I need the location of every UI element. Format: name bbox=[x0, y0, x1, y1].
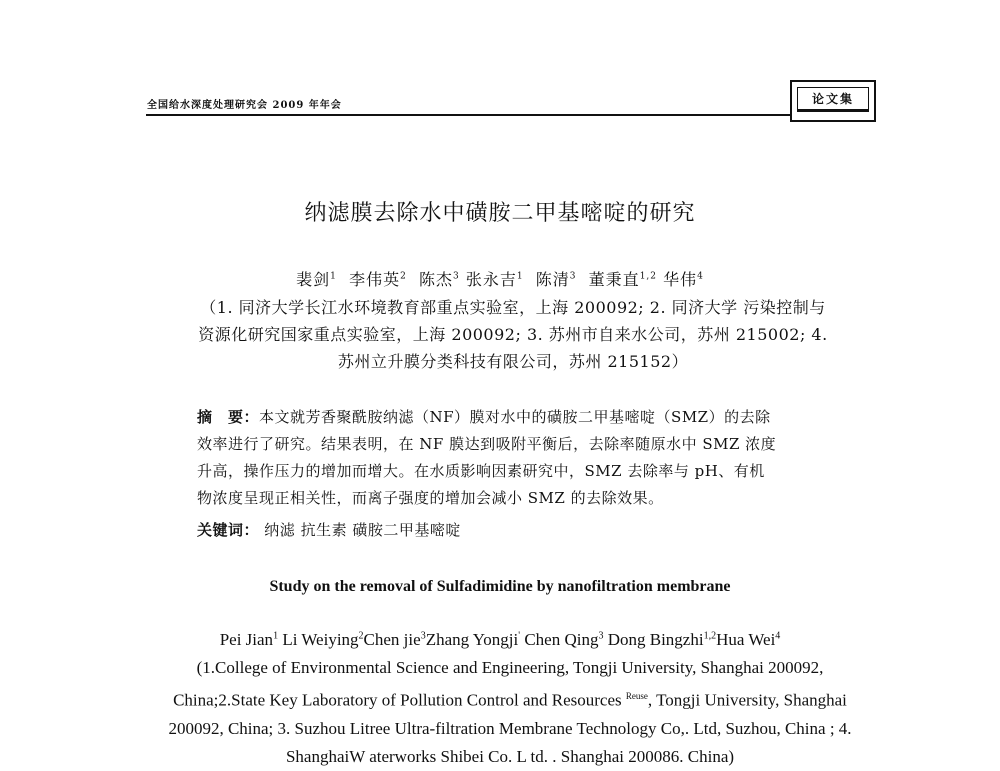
affiliation-line: （1. 同济大学长江水环境教育部重点实验室，上海 200092; 2. 同济大学 污染控制与 bbox=[200, 298, 826, 317]
abstract-line: 升高，操作压力的增加而增大。在水质影响因素研究中，SMZ 去除率与 pH、有机 bbox=[197, 462, 765, 480]
proceedings-badge bbox=[790, 80, 876, 122]
author-cn: 陈清$^3$ bbox=[535, 270, 577, 289]
affiliation-line: (1.College of Environmental Science and Engineering, Tongji University, Shanghai 200092, bbox=[196, 658, 824, 677]
author-cn: 华伟$^4$ bbox=[663, 270, 704, 289]
author-en: Li Weiying$^2$ bbox=[282, 630, 364, 649]
abstract-line: 摘 要：本文就芳香聚酰胺纳滤（NF）膜对水中的磺胺二甲基嘧啶（SMZ）的去除 bbox=[197, 408, 771, 426]
keywords-cn bbox=[197, 519, 461, 540]
author-en: Hua Wei$^4$ bbox=[716, 630, 781, 649]
keywords-label: 关键词： bbox=[197, 521, 260, 539]
author-cn: 张永吉$^1$ bbox=[465, 270, 524, 289]
paper-title-cn: 纳滤膜去除水中磺胺二甲基嘧啶的研究 bbox=[304, 201, 696, 226]
keywords-text: 纳滤 抗生素 磺胺二甲基嘧啶 bbox=[264, 521, 461, 539]
abstract-line: 效率进行了研究。结果表明，在 NF 膜达到吸附平衡后，去除率随原水中 SMZ 浓度 bbox=[197, 435, 777, 453]
author-en: Zhang Yongji' bbox=[425, 630, 521, 649]
affiliation-line: China;2.State Key Laboratory of Pollution Control and Resources $^{Reuse}$, Tongji University, Shanghai bbox=[173, 690, 847, 710]
author-en: Chen jie$^3$ bbox=[363, 630, 426, 649]
affiliation-line: 资源化研究国家重点实验室，上海 200092; 3. 苏州市自来水公司，苏州 215002; 4. bbox=[198, 325, 828, 344]
affiliations-en bbox=[130, 654, 890, 771]
author-cn: 董秉直$^{1,2}$ bbox=[588, 270, 658, 289]
author-cn: 裴剑$^1$ bbox=[296, 270, 337, 289]
abstract-label: 摘 要： bbox=[197, 408, 260, 426]
affiliation-line: 200092, China; 3. Suzhou Litree Ultra-filtration Membrane Technology Co,. Ltd, Suzhou, China ; 4. bbox=[168, 718, 852, 738]
affiliation-line: ShanghaiW aterworks Shibei Co. L td. . Shanghai 200086. China) bbox=[285, 746, 735, 766]
author-cn: 李伟英$^2$ bbox=[349, 270, 407, 289]
author-cn: 陈杰$^3$ bbox=[418, 270, 460, 289]
author-en: Chen Qing$^3$ bbox=[524, 630, 604, 649]
author-en: Pei Jian$^1$ bbox=[219, 630, 279, 649]
journal-header: 全国给水深度处理研究会 2009 年年会 bbox=[147, 100, 342, 111]
paper-title-en: Study on the removal of Sulfadimidine by nanofiltration membrane bbox=[269, 578, 731, 595]
authors-cn bbox=[0, 267, 1000, 290]
author-en: Dong Bingzhi$^{1,2}$ bbox=[607, 630, 717, 649]
header-rule bbox=[146, 114, 874, 116]
affiliation-line: 苏州立升膜分类科技有限公司，苏州 215152） bbox=[337, 352, 689, 371]
authors-en bbox=[0, 630, 1000, 650]
abstract-cn bbox=[197, 404, 837, 512]
affiliations-cn bbox=[148, 294, 878, 375]
badge-label: 论文集 bbox=[797, 87, 869, 112]
abstract-line: 物浓度呈现正相关性，而离子强度的增加会减小 SMZ 的去除效果。 bbox=[197, 489, 664, 507]
